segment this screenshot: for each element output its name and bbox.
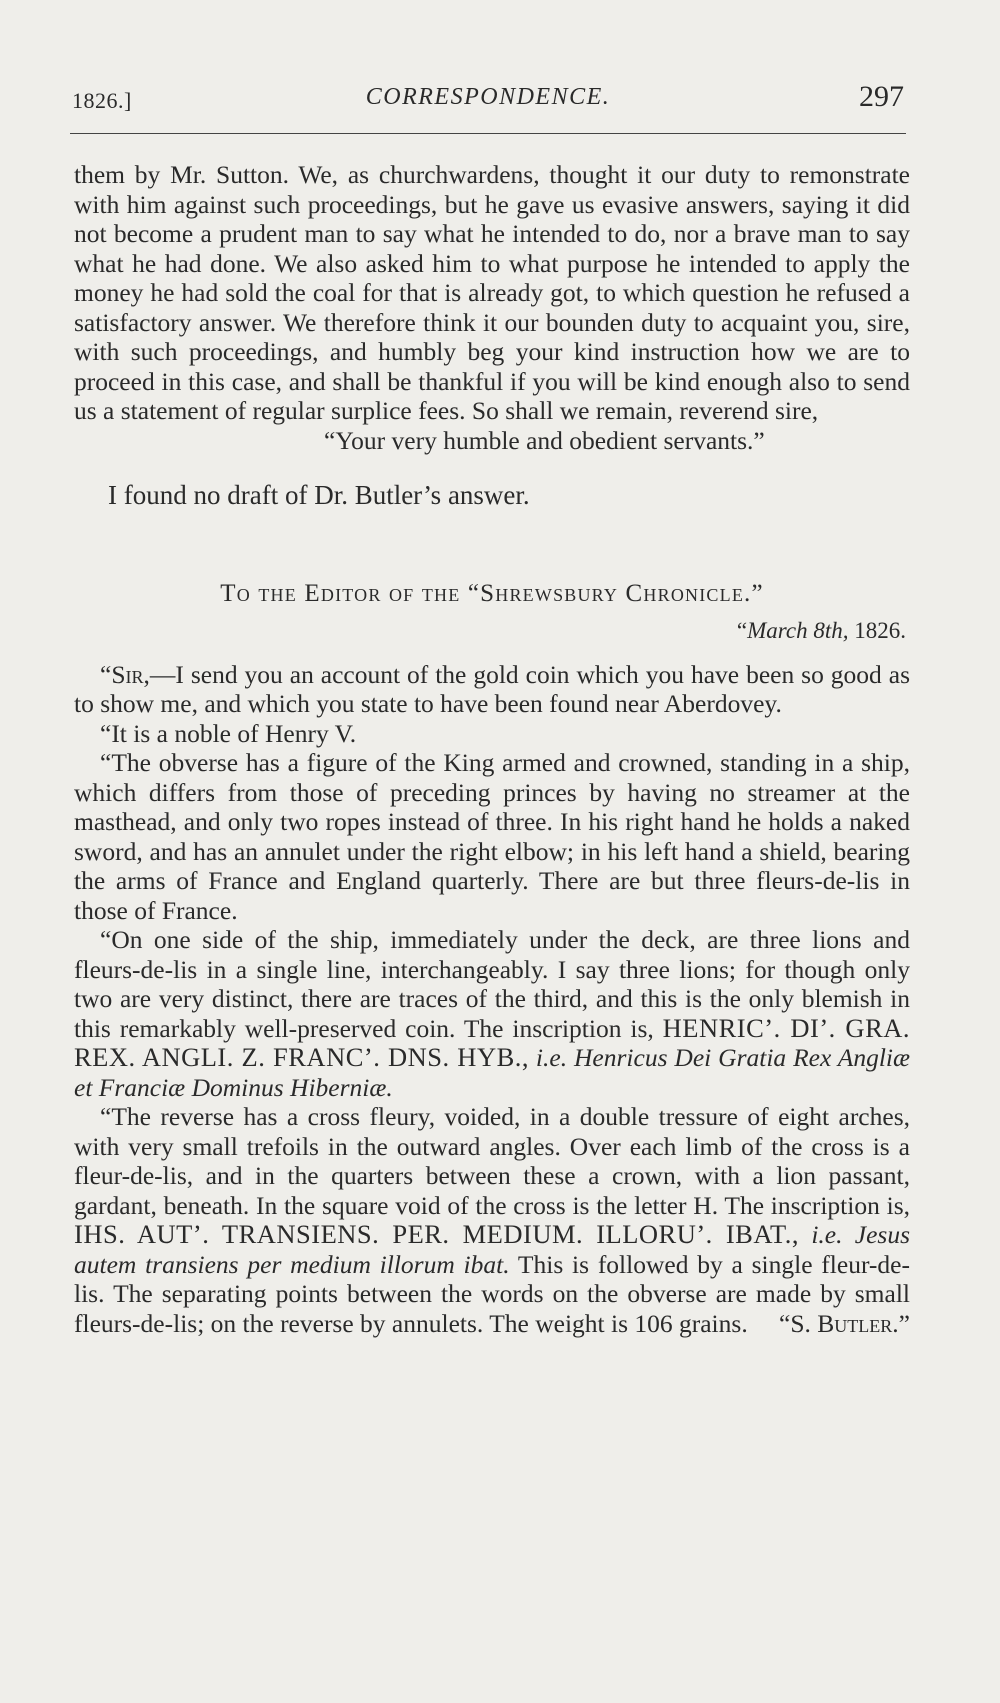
salutation: Sir <box>111 659 144 689</box>
letter-dateline <box>74 616 910 646</box>
reverse-latin: Jesus autem transiens per medium illorum ibat. <box>74 1220 911 1279</box>
letter-paragraph-4 <box>74 925 910 1102</box>
running-header <box>72 78 904 118</box>
p1-text: ,—I send you an account of the gold coin which you have been so good as to show me, and which you state to have been found near Aberdovey. <box>74 659 910 718</box>
page-number: 297 <box>859 80 904 113</box>
reverse-inscription: IHS. AUT’. TRANSIENS. PER. MEDIUM. ILLORU’. IBAT., <box>74 1219 800 1249</box>
dateline-quote: “ <box>736 618 748 643</box>
letter-paragraph-3: “The obverse has a figure of the King armed and crowned, standing in a ship, which differs from those of preceding princes by having no streamer at the masthead, and only two ropes instead of three. In his right hand he holds a naked sword, and has an annulet under the right elbow; in his left hand a shield, bearing the arms of France and England quarterly. There are but three fleurs-de-lis in those of France. <box>74 748 910 925</box>
churchwardens-closing: “Your very humble and obedient servants.” <box>324 425 765 455</box>
letter-paragraph-5 <box>74 1102 910 1338</box>
churchwardens-letter-body: them by Mr. Sutton. We, as churchwardens, thought it our duty to remonstrate with him against such proceedings, but he gave us evasive answers, saying it did not become a prudent man to say what he intended to do, nor a brave man to say what he had done. We also asked him to what purpose he intended to apply the money he had sold the coal for that is already got, to which question he refused a satisfactory answer. We therefore think it our bounden duty to acquaint you, sire, with such proceedings, and humbly beg your kind instruction how we are to proceed in this case, and shall be thankful if you will be kind enough also to send us a statement of regular surplice fees. So shall we remain, reverend sire, <box>74 160 910 425</box>
letter-paragraph-2: “It is a noble of Henry V. <box>100 718 357 748</box>
dateline-month: March 8th, <box>747 618 849 643</box>
header-year: 1826.] <box>72 88 132 113</box>
p5-ie: i.e. <box>799 1220 855 1249</box>
obverse-latin: Henricus Dei Gratia Rex Angliæ et Franciæ Dominus Hiberniæ. <box>74 1043 910 1102</box>
letter-paragraph-1 <box>74 660 910 719</box>
page-body <box>74 160 910 1338</box>
signature: “S. Butler.” <box>779 1308 910 1338</box>
header-rule <box>70 133 906 134</box>
letter-heading: To the Editor of the “Shrewsbury Chronicle.” <box>220 579 764 607</box>
p4-text: “On one side of the ship, immediately under the deck, are three lions and fleurs-de-lis in a single line, interchangeably. I say three lions; for though only two are very distinct, there are traces of the third, and this is the only blemish in this remarkably well-preserved coin. The inscription is, <box>74 925 910 1043</box>
p5-text: “The reverse has a cross fleury, voided, in a double tressure of eight arches, with very small trefoils in the outward angles. Over each limb of the cross is a fleur-de-lis, and in the quarters between these a crown, with a lion passant, gardant, beneath. In the square void of the cross is the letter H. The inscription is, <box>74 1102 910 1220</box>
header-title: CORRESPONDENCE. <box>365 84 611 110</box>
obverse-inscription: HENRIC’. DI’. GRA. REX. ANGLI. Z. FRANC’. DNS. HYB., <box>74 1012 911 1072</box>
p5-rest: This is followed by a single fleur-de-lis. The separating points between the words on the obverse are made by small fleurs-de-lis; on the reverse by annulets. The weight is 106 grains. <box>74 1249 910 1338</box>
dateline-year: 1826. <box>848 618 906 643</box>
editor-note: I found no draft of Dr. Butler’s answer. <box>108 480 530 510</box>
p1-open-quote: “ <box>100 659 112 689</box>
p4-ie: i.e. <box>529 1043 575 1072</box>
